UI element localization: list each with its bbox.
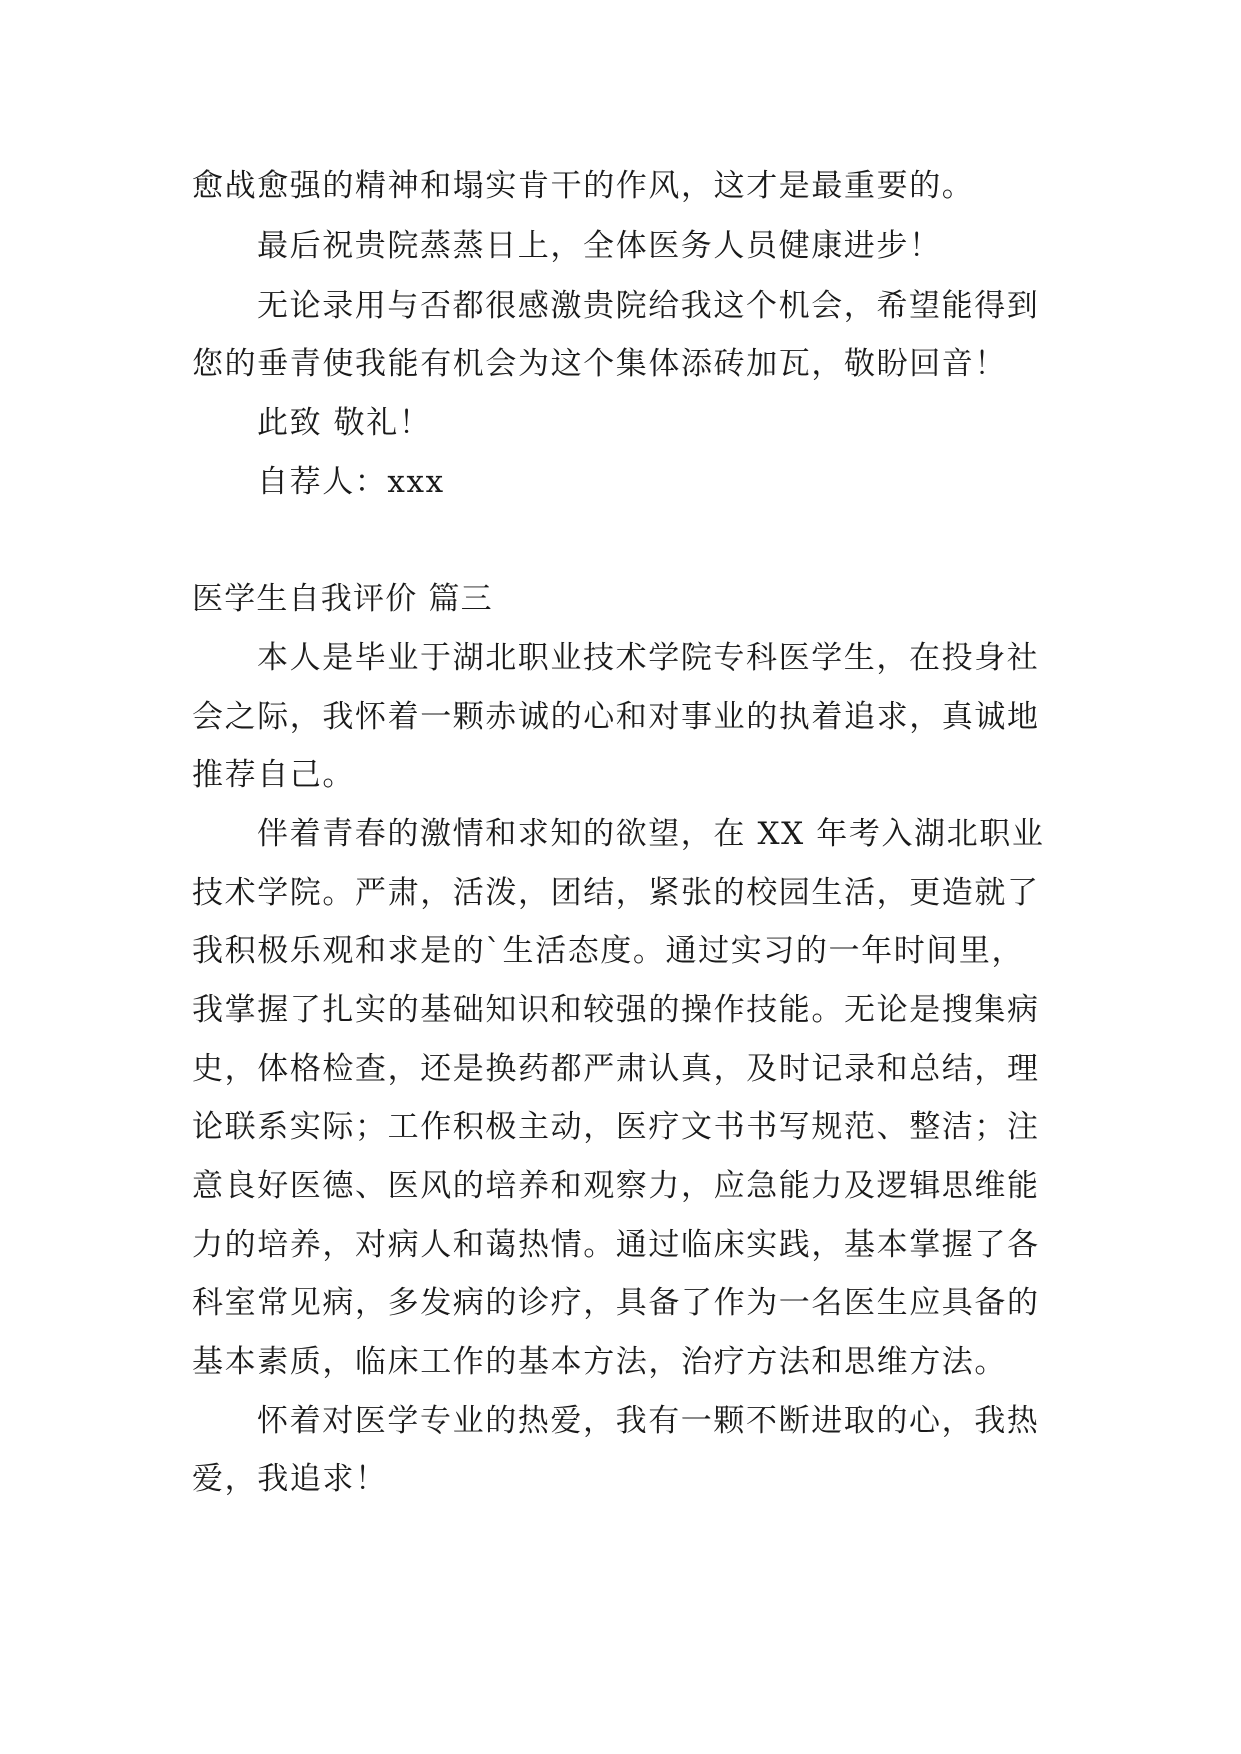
paragraph-line: 科室常见病，多发病的诊疗，具备了作为一名医生应具备的	[192, 1285, 1040, 1321]
paragraph-line: 会之际，我怀着一颗赤诚的心和对事业的执着追求，真诚地	[192, 699, 1040, 735]
paragraph-line: 意良好医德、医风的培养和观察力，应急能力及逻辑思维能	[192, 1168, 1040, 1204]
signature-line: 自荐人：xxx	[257, 464, 445, 500]
paragraph-line: 最后祝贵院蒸蒸日上，全体医务人员健康进步！	[257, 228, 942, 264]
paragraph-line: 史，体格检查，还是换药都严肃认真，及时记录和总结，理	[192, 1051, 1040, 1087]
paragraph-line: 推荐自己。	[192, 757, 355, 793]
paragraph-line: 力的培养，对病人和蔼热情。通过临床实践，基本掌握了各	[192, 1227, 1040, 1263]
paragraph-line: 您的垂青使我能有机会为这个集体添砖加瓦，敬盼回音！	[192, 346, 1007, 382]
closing-salutation: 此致 敬礼！	[257, 405, 432, 441]
paragraph-line: 我积极乐观和求是的`生活态度。通过实习的一年时间里，	[192, 933, 1025, 969]
paragraph-line: 我掌握了扎实的基础知识和较强的操作技能。无论是搜集病	[192, 992, 1040, 1028]
paragraph-line: 伴着青春的激情和求知的欲望，在 XX 年考入湖北职业	[257, 816, 1045, 852]
paragraph-line: 技术学院。严肃，活泼，团结，紧张的校园生活，更造就了	[192, 875, 1040, 911]
paragraph-line: 怀着对医学专业的热爱，我有一颗不断进取的心，我热	[257, 1403, 1040, 1439]
paragraph-line: 本人是毕业于湖北职业技术学院专科医学生，在投身社	[257, 640, 1040, 676]
paragraph-line: 论联系实际；工作积极主动，医疗文书书写规范、整洁；注	[192, 1109, 1040, 1145]
paragraph-line: 基本素质，临床工作的基本方法，治疗方法和思维方法。	[192, 1344, 1007, 1380]
paragraph-line: 爱，我追求！	[192, 1461, 388, 1497]
paragraph-line: 愈战愈强的精神和塌实肯干的作风，这才是最重要的。	[192, 168, 975, 204]
paragraph-line: 无论录用与否都很感激贵院给我这个机会，希望能得到	[257, 288, 1040, 324]
section-heading: 医学生自我评价 篇三	[192, 581, 493, 617]
